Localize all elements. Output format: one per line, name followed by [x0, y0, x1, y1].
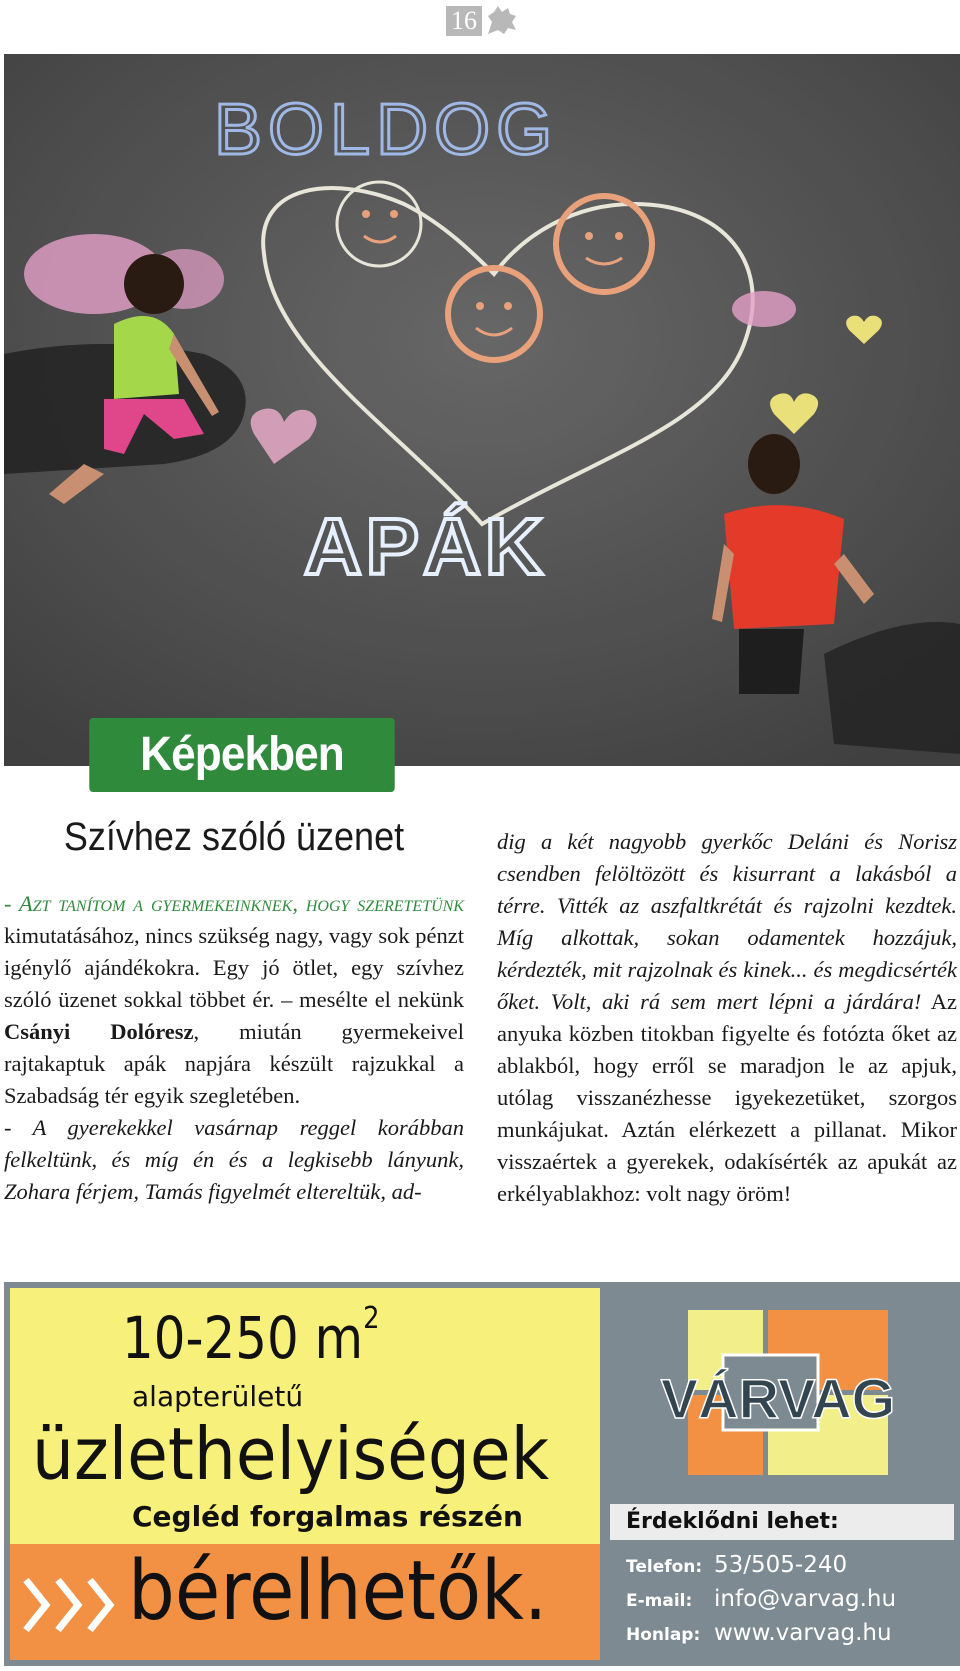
web-value: www.varvag.hu	[714, 1620, 892, 1646]
chevron-right-icon	[20, 1570, 130, 1640]
ad-rent-text: bérelhetők.	[128, 1544, 548, 1639]
city-emblem-icon	[484, 4, 520, 38]
article-p1: kimutatásához, nincs szükség nagy, vagy sok pénzt igénylő ajándékokra. Egy jó ötlet, egy szívhez szóló üzenet sokkal többet ér.	[4, 923, 464, 1012]
chalk-text-top: BOLDOG	[214, 90, 559, 170]
article-lead: - Azt tanítom a gyermekeinknek, hogy szeretetünk	[4, 891, 464, 916]
article-title: Szívhez szóló üzenet	[63, 815, 405, 859]
article-p1-dash: – mesélte el nekünk	[274, 987, 464, 1012]
article-p2-start: - A gyerekekkel vasárnap reggel korábban felkeltünk, és míg én és a legkisebb lányunk, Zohara férjem, Tamás figyelmét eltereltük, ad-	[4, 1115, 464, 1204]
ad-size-value: 10-250 m	[122, 1304, 364, 1372]
email-label: E-mail:	[626, 1591, 693, 1611]
logo-text: VÁRVAG	[660, 1367, 896, 1430]
article-p1-end: , miután gyermekeivel rajtakaptuk apák napjára készült rajzukkal a Szabadság tér egyik szegletében.	[4, 1019, 464, 1108]
page-number: 16	[446, 6, 482, 36]
chalk-text-bottom: APÁK	[304, 502, 547, 591]
contact-email	[626, 1586, 896, 1612]
phone-value: 53/505-240	[714, 1552, 848, 1578]
ad-location: Cegléd forgalmas részén	[132, 1500, 523, 1533]
contact-web	[626, 1620, 892, 1646]
web-label: Honlap:	[626, 1625, 701, 1645]
interviewee-name: Csányi Dolóresz	[4, 1019, 194, 1044]
article-p2-cont: dig a két nagyobb gyerkőc Deláni és Norisz csendben felöltözött és kisurrant a lakásból a térre. Vitték az aszfaltkrétát és rajzolni kezdtek. Míg alkottak, sokan odamentek hozzájuk, kérdezték, mit rajzolnak és kinek... és megdicsérték őket. Volt, aki rá sem mert lépni a járdára!	[497, 829, 957, 1014]
contact-header: Érdeklődni lehet:	[610, 1504, 954, 1540]
contact-phone	[626, 1552, 847, 1578]
chalk-drawing-photo	[4, 54, 960, 766]
ad-headline: üzlethelyiségek	[32, 1412, 550, 1496]
ad-size-sup: 2	[363, 1300, 380, 1336]
ad-size	[122, 1300, 380, 1372]
article-column-right	[497, 826, 957, 1210]
advertisement	[4, 1282, 960, 1666]
section-tag: Képekben	[89, 718, 394, 792]
phone-label: Telefon:	[626, 1557, 703, 1577]
email-value: info@varvag.hu	[714, 1586, 897, 1612]
article-p3: Az anyuka közben titokban figyelte és fotózta őket az ablakból, hogy erről se maradjon le az apjuk, utólag visszanézhesse igyekezetüket, szorgos munkájukat. Aztán elérkezett a pillanat. Mikor visszaértek a gyerekek, odakísérték az apukát az erkélyablakhoz: volt nagy öröm!	[497, 989, 957, 1206]
article-column-left	[4, 888, 464, 1208]
ad-subtitle: alapterületű	[132, 1380, 304, 1413]
varvag-logo	[618, 1300, 948, 1480]
